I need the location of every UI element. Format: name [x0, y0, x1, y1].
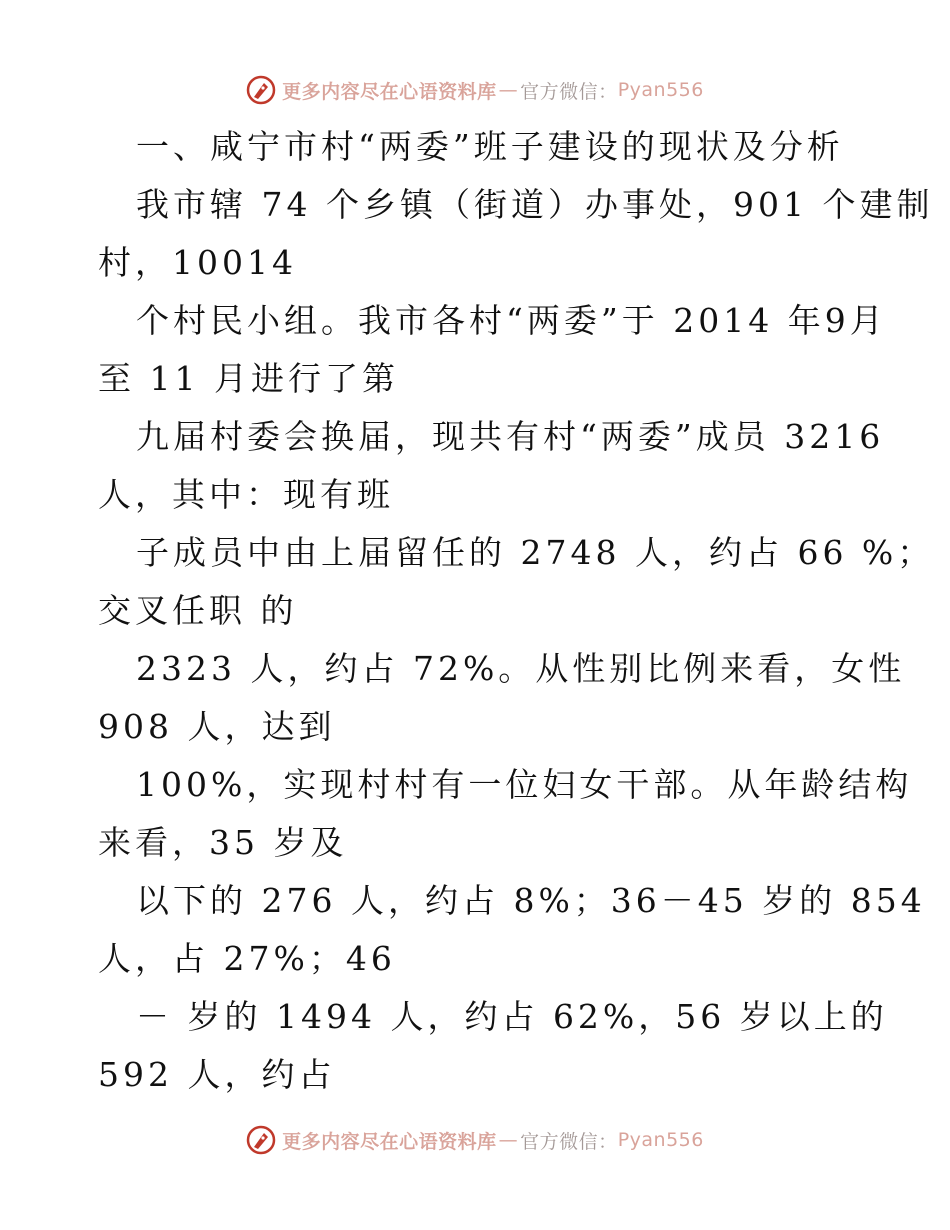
paragraph-line: 以下的 276 人，约占 8%；36－45 岁的 854: [136, 881, 926, 920]
paragraph-line: 我市辖 74 个乡镇（街道）办事处，901 个建制: [136, 185, 934, 224]
paragraph-line: 村，10014: [98, 243, 297, 282]
official-wechat-label: 官方微信：: [520, 80, 618, 103]
pen-nib-logo-icon: [246, 1125, 276, 1155]
banner-separator: —: [498, 79, 519, 101]
paragraph-line: 个村民小组。我市各村“两委”于 2014 年9月: [136, 301, 887, 340]
site-name-text: 更多内容尽在心语资料库: [282, 1130, 497, 1153]
official-wechat-label: 官方微信：: [520, 1130, 618, 1153]
paragraph-line: 人，其中：现有班: [98, 475, 394, 514]
paragraph-line: 来看，35 岁及: [98, 823, 348, 862]
paragraph-line: 子成员中由上届留任的 2748 人，约占 66 %；: [136, 533, 935, 572]
paragraph-line: 交叉任职 的: [98, 591, 298, 630]
section-heading: 一、咸宁市村“两委”班子建设的现状及分析: [136, 127, 844, 166]
paragraph-line: 人，占 27%；46: [98, 939, 396, 978]
paragraph-line: 2323 人，约占 72%。从性别比例来看，女性: [136, 649, 906, 688]
footer-watermark-banner: [0, 1118, 950, 1162]
pen-nib-logo-icon: [246, 75, 276, 105]
wechat-id-text: Pyan556: [617, 79, 704, 101]
header-watermark-banner: [0, 68, 950, 112]
document-body: [98, 118, 935, 1104]
paragraph-line: － 岁的 1494 人，约占 62%，56 岁以上的: [136, 997, 888, 1036]
paragraph-line: 908 人，达到: [98, 707, 336, 746]
paragraph-line: 九届村委会换届，现共有村“两委”成员 3216: [136, 417, 885, 456]
paragraph-line: 至 11 月进行了第: [98, 359, 399, 398]
wechat-id-text: Pyan556: [617, 1129, 704, 1151]
paragraph-line: 100%，实现村村有一位妇女干部。从年龄结构: [136, 765, 913, 804]
site-name-text: 更多内容尽在心语资料库: [282, 80, 497, 103]
banner-separator: —: [498, 1129, 519, 1151]
paragraph-line: 592 人，约占: [98, 1055, 336, 1094]
